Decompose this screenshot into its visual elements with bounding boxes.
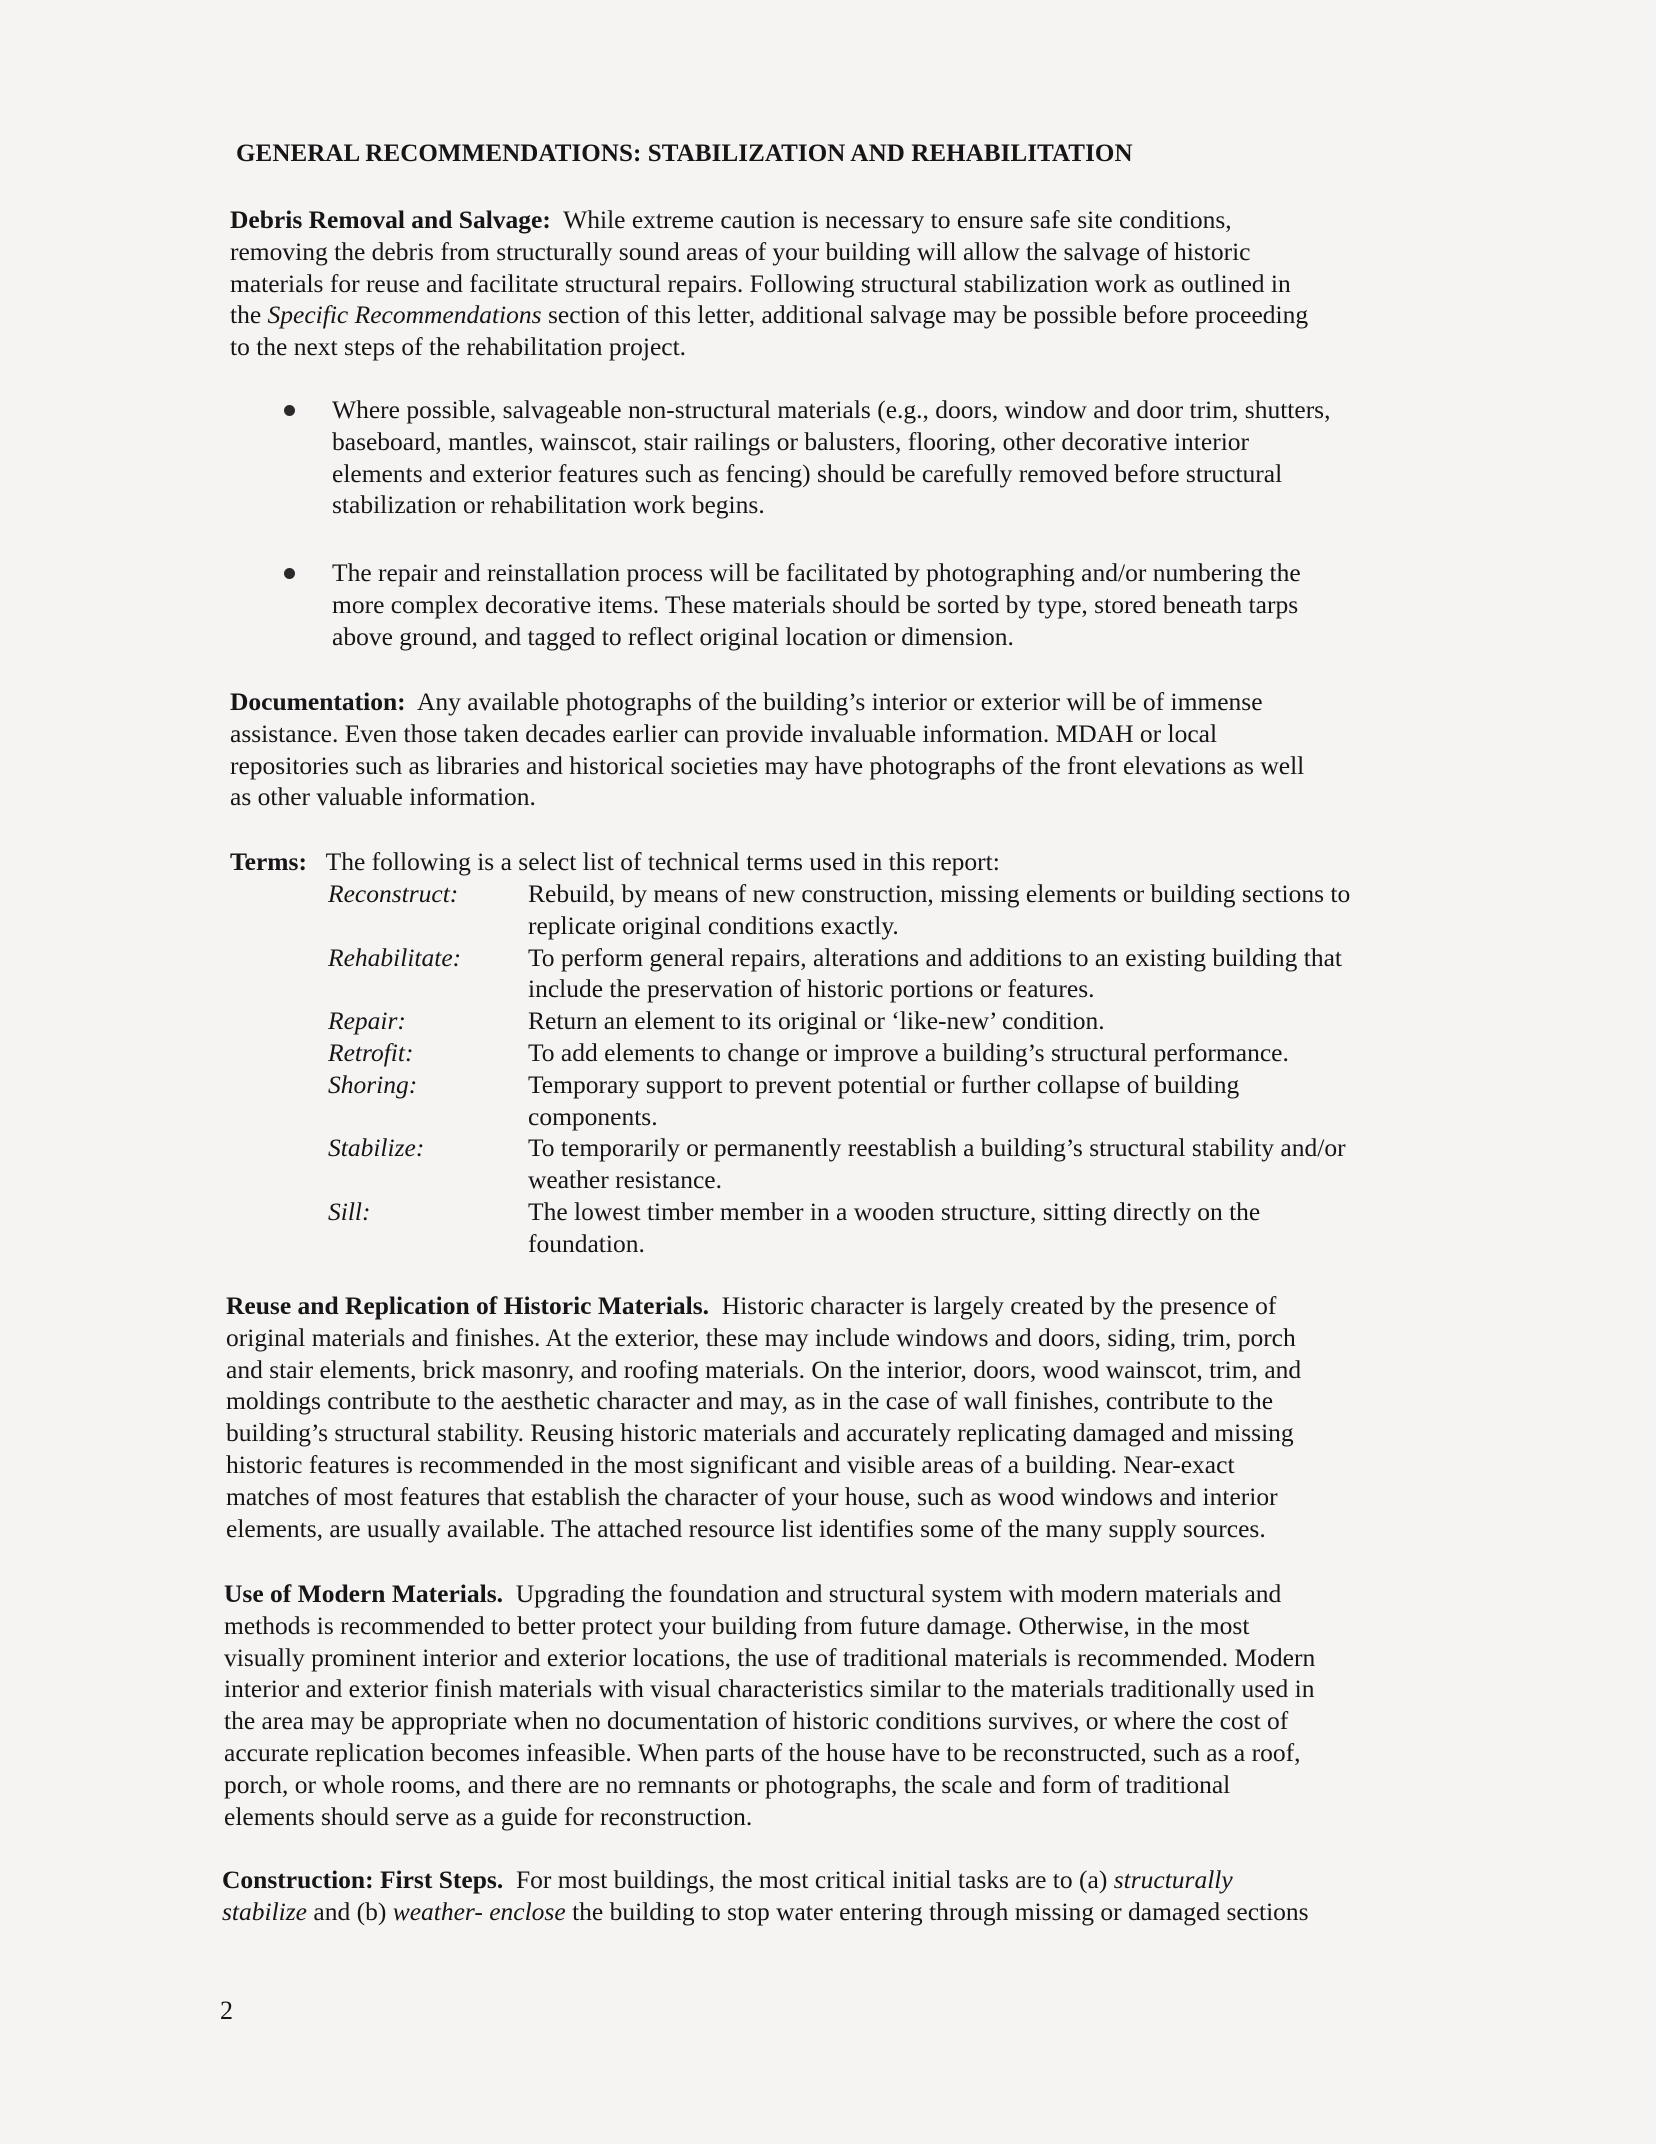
term-definition: Return an element to its original or ‘like-new’ condition. <box>528 1006 1105 1036</box>
documentation-title: Documentation: <box>230 687 406 716</box>
paragraph-line: Debris Removal and Salvage: While extreme caution is necessary to ensure safe site conditions, <box>230 205 1232 234</box>
paragraph-line: removing the debris from structurally sound areas of your building will allow the salvage of historic <box>230 236 1251 266</box>
term-row-repair <box>328 1005 1350 1037</box>
paragraph-line: to the next steps of the rehabilitation project. <box>230 332 687 362</box>
specific-recommendations-reference: Specific Recommendations <box>267 300 542 330</box>
term-definition: Temporary support to prevent potential or further collapse of building components. <box>528 1069 1240 1131</box>
term-definition: To add elements to change or improve a building’s structural performance. <box>528 1037 1289 1067</box>
term-name: Retrofit: <box>328 1037 414 1067</box>
debris-paragraph <box>230 204 1308 363</box>
term-name: Repair: <box>328 1006 406 1036</box>
documentation-paragraph: Documentation: Any available photographs of the building’s interior or exterior will be of immense assistance. Even those taken decades earlier can provide invaluable information. MDAH or local repositories such as libraries and historical societies may have photographs of the front elevations as well as other valuable information. <box>230 687 1305 812</box>
construction-paragraph: Construction: First Steps. For most buildings, the most critical initial tasks are to (a) structurally stabilize and (b) weather- enclose the building to stop water entering through missing or damaged sections <box>222 1865 1309 1926</box>
reuse-paragraph: Reuse and Replication of Historic Materials. Historic character is largely created by the presence of original materials and finishes. At the exterior, these may include windows and doors, siding, trim, porch and stair elements, brick masonry, and roofing materials. On the interior, doors, wood wainscot, trim, and moldings contribute to the aesthetic character and may, as in the case of wall finishes, contribute to the building’s structural stability. Reusing historic materials and accurately replicating damaged and missing historic features is recommended in the most significant and visible areas of a building. Near-exact matches of most features that establish the character of your house, such as wood windows and interior elements, are usually available. The attached resource list identifies some of the many supply sources. <box>226 1291 1302 1543</box>
term-name: Reconstruct: <box>328 879 459 908</box>
term-row-sill <box>328 1196 1350 1260</box>
paragraph-line: materials for reuse and facilitate structural repairs. Following structural stabilization work as outlined in <box>230 268 1291 298</box>
term-name: Sill: <box>328 1196 371 1226</box>
terms-intro: Terms: The following is a select list of technical terms used in this report: <box>230 847 1000 876</box>
term-name: Stabilize: <box>328 1133 425 1163</box>
term-row-reconstruct <box>328 878 1350 942</box>
term-definition: The lowest timber member in a wooden structure, sitting directly on the foundation. <box>528 1196 1261 1258</box>
term-row-rehabilitate <box>328 942 1350 1006</box>
term-row-stabilize <box>328 1132 1350 1196</box>
term-definition: To perform general repairs, alterations and additions to an existing building that include the preservation of historic portions or features. <box>528 942 1342 1004</box>
term-row-shoring <box>328 1069 1350 1133</box>
term-name: Rehabilitate: <box>328 942 462 972</box>
terms-glossary <box>328 878 1350 1260</box>
modern-title: Use of Modern Materials. <box>224 1579 504 1608</box>
page-number: 2 <box>220 1996 233 2025</box>
modern-materials-paragraph: Use of Modern Materials. Upgrading the foundation and structural system with modern materials and methods is recommended to better protect your building from future damage. Otherwise, in the most visually prominent interior and exterior locations, the use of traditional materials is recommended. Modern interior and exterior finish materials with visual characteristics similar to the materials traditionally used in the area may be appropriate when no documentation of historic conditions survives, or where the cost of accurate replication becomes infeasible. When parts of the house have to be reconstructed, such as a roof, porch, or whole rooms, and there are no remnants or photographs, the scale and form of traditional elements should serve as a guide for reconstruction. <box>224 1579 1316 1831</box>
term-definition: Rebuild, by means of new construction, missing elements or building sections to replicate original conditions exactly. <box>528 879 1351 940</box>
bullet-item-salvage: Where possible, salvageable non-structural materials (e.g., doors, window and door trim, shutters, baseboard, mantles, wainscot, stair railings or balusters, flooring, other decorative interior elements and exterior features such as fencing) should be carefully removed before structural stabilization or rehabilitation work begins. <box>332 395 1331 520</box>
term-definition: To temporarily or permanently reestablish a building’s structural stability and/or weather resistance. <box>528 1133 1346 1195</box>
construction-title: Construction: First Steps. <box>222 1865 504 1894</box>
terms-title: Terms: <box>230 847 307 876</box>
bullet-item-reinstallation: The repair and reinstallation process will be facilitated by photographing and/or numbering the more complex decorative items. These materials should be sorted by type, stored beneath tarps above ground, and tagged to reflect original location or dimension. <box>332 558 1301 651</box>
paragraph-line: the Specific Recommendations section of this letter, additional salvage may be possible before proceeding <box>230 300 1309 330</box>
debris-title: Debris Removal and Salvage: <box>230 205 551 234</box>
bullet-icon <box>284 568 295 579</box>
reuse-title: Reuse and Replication of Historic Materials. <box>226 1291 710 1320</box>
section-heading: GENERAL RECOMMENDATIONS: STABILIZATION AND REHABILITATION <box>236 140 1133 167</box>
term-name: Shoring: <box>328 1069 418 1099</box>
bullet-icon <box>284 405 295 416</box>
term-row-retrofit <box>328 1037 1350 1069</box>
